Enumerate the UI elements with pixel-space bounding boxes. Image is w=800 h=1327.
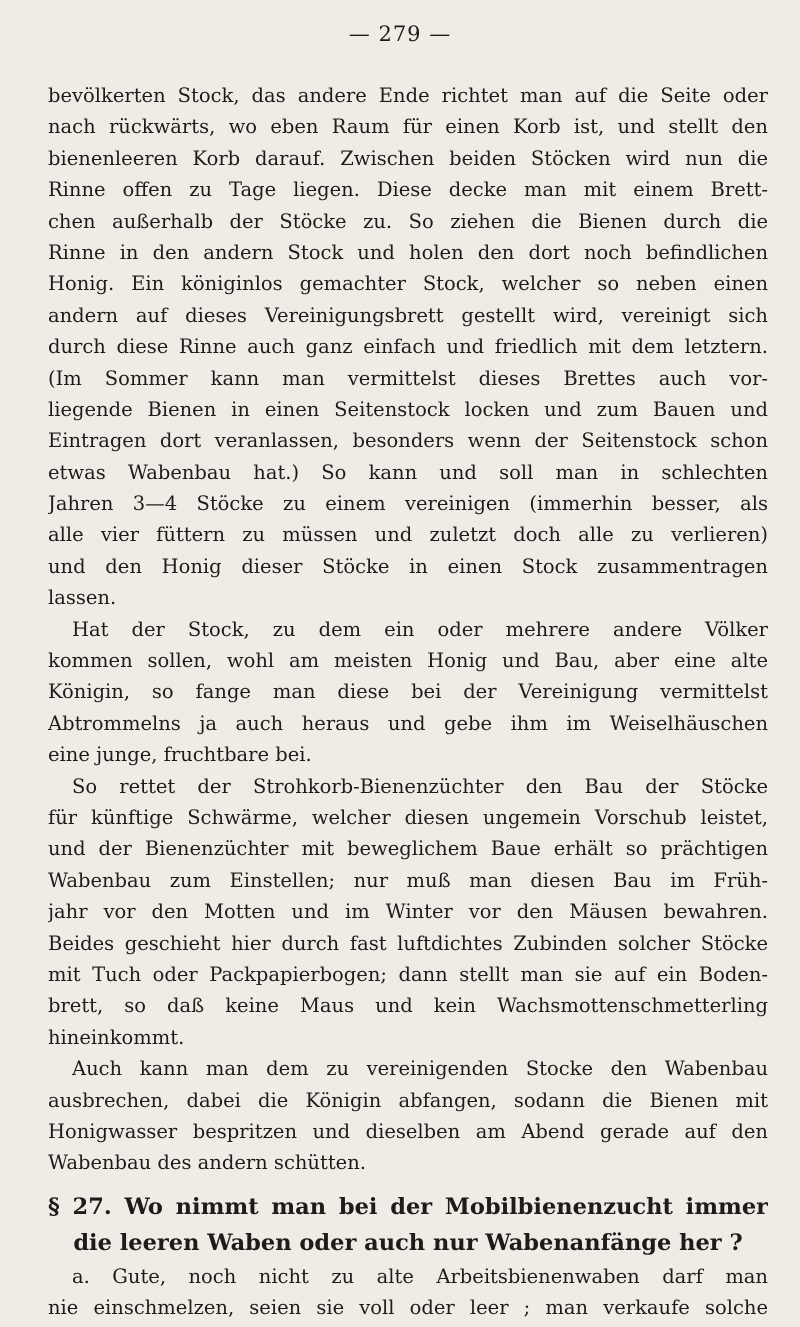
paragraph-5 <box>48 1261 768 1324</box>
text-line: So rettet der Strohkorb-Bienenzüchter den Bau der Stöcke <box>72 774 768 798</box>
text-line: Hat der Stock, zu dem ein oder mehrere andere Völker <box>72 617 768 641</box>
section-heading <box>48 1189 768 1261</box>
body-text <box>48 80 768 1323</box>
text-line: mit Tuch oder Packpapierbogen; dann stellt man sie auf ein Boden- <box>48 962 768 986</box>
text-line: chen außerhalb der Stöcke zu. So ziehen die Bienen durch die <box>48 209 768 233</box>
section-spacer <box>48 1179 768 1189</box>
text-line: und der Bienenzüchter mit beweglichem Baue erhält so prächtigen <box>48 837 768 861</box>
text-line: durch diese Rinne auch ganz einfach und friedlich mit dem letztern. <box>48 335 768 359</box>
text-line: kommen sollen, wohl am meisten Honig und Bau, aber eine alte <box>48 649 768 673</box>
paragraph-1 <box>48 80 768 614</box>
text-line: bevölkerten Stock, das andere Ende richtet man auf die Seite oder <box>48 84 768 107</box>
text-line: Honig. Ein königinlos gemachter Stock, welcher so neben einen <box>48 272 768 296</box>
text-line: und den Honig dieser Stöcke in einen Stock zusammentragen <box>48 554 768 578</box>
text-line: Jahren 3—4 Stöcke zu einem vereinigen (immerhin besser, als <box>48 492 768 516</box>
text-line: lassen. <box>48 586 117 610</box>
text-line: liegende Bienen in einen Seitenstock locken und zum Bauen und <box>48 397 768 421</box>
text-line: nach rückwärts, wo eben Raum für einen Korb ist, und stellt den <box>48 115 768 139</box>
text-line: brett, so daß keine Maus und kein Wachsmottenschmetterling <box>48 994 768 1018</box>
text-line: nie einschmelzen, seien sie voll oder leer ; man verkaufe solche <box>48 1296 768 1320</box>
paragraph-2 <box>48 614 768 771</box>
text-line: Auch kann man dem zu vereinigenden Stocke den Wabenbau <box>72 1057 768 1081</box>
text-line: ausbrechen, dabei die Königin abfangen, sodann die Bienen mit <box>48 1088 768 1112</box>
text-line: Königin, so fange man diese bei der Vereinigung vermittelst <box>48 680 768 704</box>
page-number: — 279 — <box>348 22 452 46</box>
text-line: etwas Wabenbau hat.) So kann und soll man in schlechten <box>48 460 768 484</box>
paragraph-3 <box>48 771 768 1054</box>
text-line: Wabenbau zum Einstellen; nur muß man diesen Bau im Früh- <box>48 868 768 892</box>
paragraph-4 <box>48 1053 768 1179</box>
heading-line: die leeren Waben oder auch nur Wabenanfänge her ? <box>73 1229 743 1256</box>
text-line: jahr vor den Motten und im Winter vor den Mäusen bewahren. <box>48 900 768 924</box>
text-line: Rinne in den andern Stock und holen den dort noch befindlichen <box>48 240 768 264</box>
text-line: eine junge, fruchtbare bei. <box>48 743 312 767</box>
text-line: alle vier füttern zu müssen und zuletzt doch alle zu verlieren) <box>48 523 768 547</box>
text-line: Rinne offen zu Tage liegen. Diese decke man mit einem Brett- <box>48 178 768 202</box>
text-line: Beides geschieht hier durch fast luftdichtes Zubinden solcher Stöcke <box>48 931 768 955</box>
text-line: a. Gute, noch nicht zu alte Arbeitsbienenwaben darf man <box>72 1264 768 1288</box>
text-line: bienenleeren Korb darauf. Zwischen beiden Stöcken wird nun die <box>48 146 768 170</box>
text-line: Honigwasser bespritzen und dieselben am Abend gerade auf den <box>48 1119 768 1143</box>
text-line: hineinkommt. <box>48 1025 185 1049</box>
heading-line: § 27. Wo nimmt man bei der Mobilbienenzucht immer <box>48 1193 768 1220</box>
text-line: Abtrommelns ja auch heraus und gebe ihm im Weiselhäuschen <box>48 711 768 735</box>
text-line: Wabenbau des andern schütten. <box>48 1151 366 1175</box>
text-line: Eintragen dort veranlassen, besonders wenn der Seitenstock schon <box>48 429 768 453</box>
text-line: andern auf dieses Vereinigungsbrett gestellt wird, vereinigt sich <box>48 303 768 327</box>
text-line: (Im Sommer kann man vermittelst dieses Brettes auch vor- <box>48 366 768 390</box>
text-line: für künftige Schwärme, welcher diesen ungemein Vorschub leistet, <box>48 805 768 829</box>
